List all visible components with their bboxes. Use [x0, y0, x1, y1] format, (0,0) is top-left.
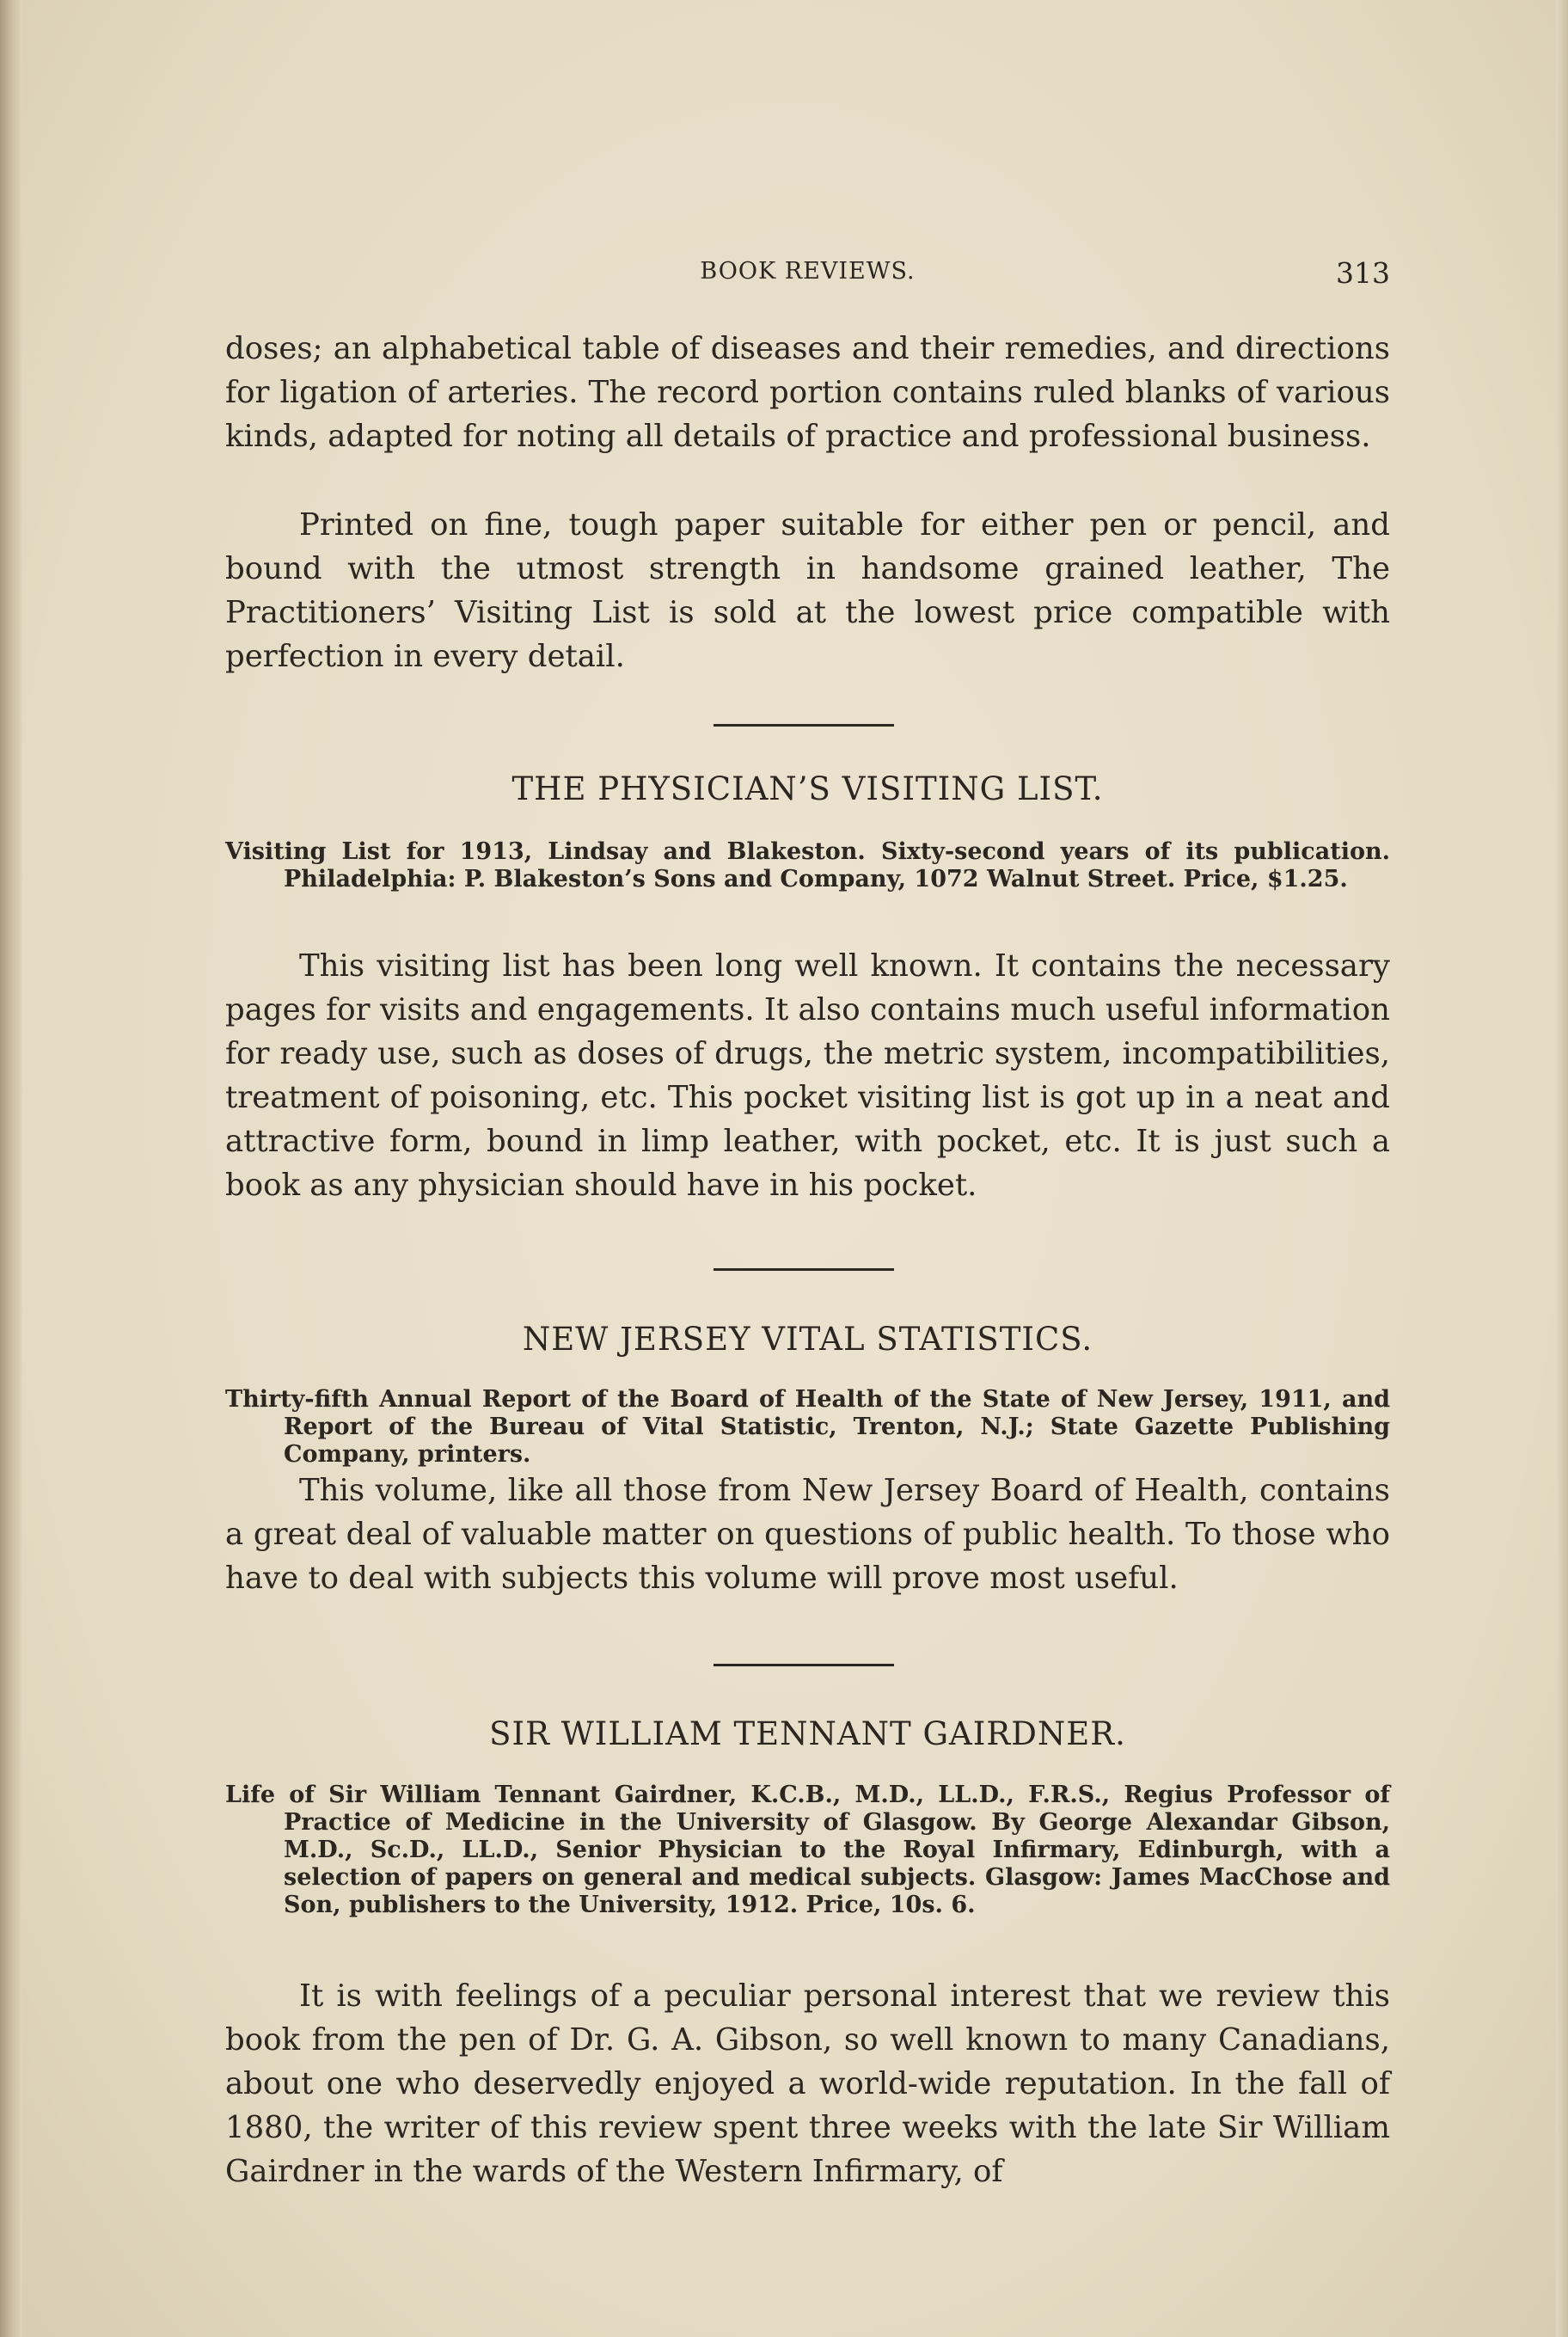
running-title: BOOK REVIEWS.	[700, 258, 916, 285]
intro-paragraph-1: doses; an alphabetical table of diseases and their remedies, and directions for ligation of arteries. The record portion contains ruled blanks of various kinds, adapted for noting all details of practice and professional business.	[225, 331, 1390, 454]
review-citation: Life of Sir William Tennant Gairdner, K.C.B., M.D., LL.D., F.R.S., Regius Professor of Practice of Medicine in the University of Glasgow. By George Alexandar Gibson, M.D., Sc.D., LL.D., Senior Physician to the Royal Infirmary, Edinburgh, with a selection of papers on general and medical subjects. Glasgow: James MacChose and Son, publishers to the University, 1912. Price, 10s. 6.	[225, 1782, 1390, 1918]
review-heading: NEW JERSEY VITAL STATISTICS.	[522, 1321, 1093, 1358]
review-heading: THE PHYSICIAN’S VISITING LIST.	[511, 770, 1104, 807]
review-citation: Thirty-fifth Annual Report of the Board of Health of the State of New Jersey, 1911, and Report of the Bureau of Vital Statistic, Trenton, N.J.; State Gazette Publishing Company, printers.	[225, 1386, 1390, 1468]
section-divider	[714, 1268, 894, 1271]
review-heading: SIR WILLIAM TENNANT GAIRDNER.	[489, 1715, 1126, 1752]
section-divider	[714, 1664, 894, 1666]
intro-paragraph-2: Printed on fine, tough paper suitable for either pen or pencil, and bound with the utmost strength in handsome grained leather, The Practitioners’ Visiting List is sold at the lowest price compatible with perfection in every detail.	[225, 507, 1390, 674]
book-spine-shadow	[0, 0, 22, 2337]
running-head	[225, 258, 1390, 292]
review-citation: Visiting List for 1913, Lindsay and Blakeston. Sixty-second years of its publication. Philadelphia: P. Blakeston’s Sons and Company, 1072 Walnut Street. Price, $1.25.	[225, 838, 1390, 892]
review-body: This volume, like all those from New Jersey Board of Health, contains a great deal of valuable matter on questions of public health. To those who have to deal with subjects this volume will prove most useful.	[225, 1473, 1390, 1596]
review-body: This visiting list has been long well known. It contains the necessary pages for visits and engagements. It also contains much useful information for ready use, such as doses of drugs, the metric system, incompatibilities, treatment of poisoning, etc. This pocket visiting list is got up in a neat and attractive form, bound in limp leather, with pocket, etc. It is just such a book as any physician should have in his pocket.	[225, 948, 1390, 1203]
page-edge	[1556, 0, 1568, 2337]
review-body: It is with feelings of a peculiar personal interest that we review this book from the pen of Dr. G. A. Gibson, so well known to many Canadians, about one who deservedly enjoyed a world-wide reputation. In the fall of 1880, the writer of this review spent three weeks with the late Sir William Gairdner in the wards of the Western Infirmary, of	[225, 1978, 1390, 2189]
section-divider	[714, 724, 894, 727]
page-number: 313	[1336, 256, 1390, 290]
